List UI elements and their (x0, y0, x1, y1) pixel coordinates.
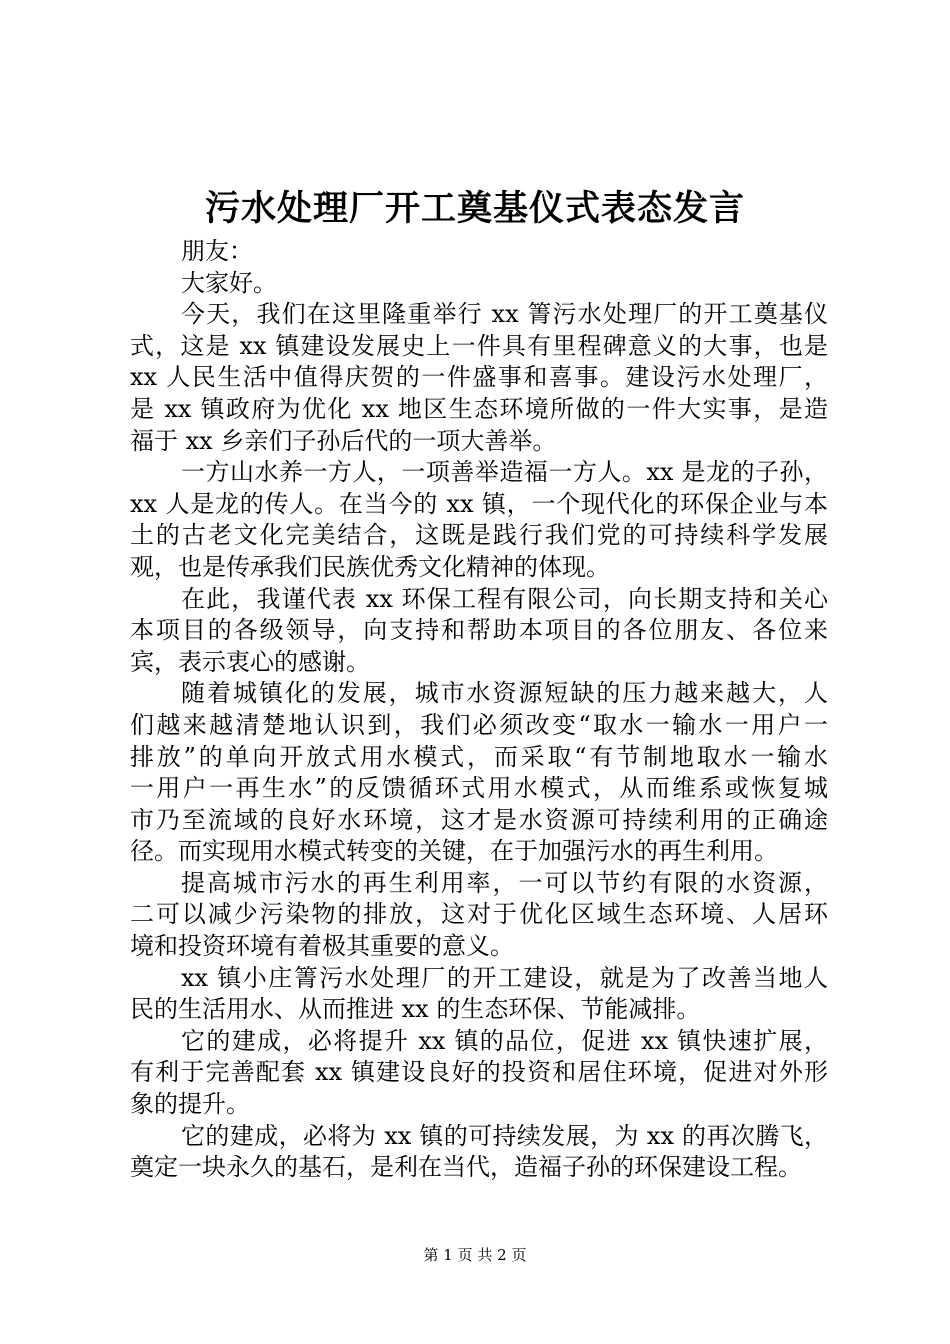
paragraph (130, 868, 828, 963)
paragraph-line: 提高城市污水的再生利用率，一可以节约有限的水资源， (181, 868, 828, 897)
page-footer: 第 1 页 共 2 页 (423, 1246, 527, 1264)
paragraph-line: 宾，表示衷心的感谢。 (130, 647, 370, 676)
paragraph-line: 福于 xx 乡亲们子孙后代的一项大善举。 (130, 426, 557, 455)
paragraph-line: 市乃至流域的良好水环境，这才是水资源可持续利用的正确途 (130, 805, 828, 834)
paragraph-line: 有利于完善配套 xx 镇建设良好的投资和居住环境，促进对外形 (130, 1058, 828, 1087)
paragraph-line: 排放”的单向开放式用水模式，而采取“有节制地取水一输水 (130, 742, 828, 771)
paragraph-line: 们越来越清楚地认识到，我们必须改变“取水一输水一用户一 (130, 710, 828, 739)
paragraph (130, 963, 828, 1026)
paragraph-line: 二可以减少污染物的排放，这对于优化区域生态环境、人居环 (130, 900, 828, 929)
paragraph (130, 1121, 828, 1184)
paragraph-line: 随着城镇化的发展，城市水资源短缺的压力越来越大，人 (181, 679, 828, 708)
paragraph-line: 式，这是 xx 镇建设发展史上一件具有里程碑意义的大事，也是 (130, 331, 828, 360)
paragraph (130, 584, 828, 679)
paragraph-line: 本项目的各级领导，向支持和帮助本项目的各位朋友、各位来 (130, 616, 828, 645)
paragraph-line: 在此，我谨代表 xx 环保工程有限公司，向长期支持和关心 (181, 584, 828, 613)
paragraph-line: 境和投资环境有着极其重要的意义。 (130, 932, 514, 961)
paragraph-line: xx 镇小庄箐污水处理厂的开工建设，就是为了改善当地人 (181, 963, 828, 992)
paragraph-line: 它的建成，必将提升 xx 镇的品位，促进 xx 镇快速扩展， (181, 1026, 828, 1055)
paragraph-line: 它的建成，必将为 xx 镇的可持续发展，为 xx 的再次腾飞， (181, 1121, 828, 1150)
paragraph-line: 奠定一块永久的基石，是利在当代，造福子孙的环保建设工程。 (130, 1153, 802, 1182)
paragraph-line: 土的古老文化完美结合，这既是践行我们党的可持续科学发展 (130, 521, 828, 550)
paragraph-line: 象的提升。 (130, 1090, 250, 1119)
paragraph-line: 大家好。 (181, 268, 277, 297)
document-title: 污水处理厂开工奠基仪式表态发言 (204, 188, 745, 229)
paragraph-line: xx 人民生活中值得庆贺的一件盛事和喜事。建设污水处理厂， (130, 363, 828, 392)
paragraph (130, 1026, 828, 1121)
paragraph-line: 是 xx 镇政府为优化 xx 地区生态环境所做的一件大实事，是造 (130, 394, 828, 423)
paragraph-line: 一用户一再生水”的反馈循环式用水模式，从而维系或恢复城 (130, 774, 828, 803)
paragraph (130, 268, 828, 300)
paragraph-line: 径。而实现用水模式转变的关键，在于加强污水的再生利用。 (130, 837, 778, 866)
paragraph (130, 678, 828, 868)
paragraph (130, 299, 828, 457)
paragraph-line: xx 人是龙的传人。在当今的 xx 镇，一个现代化的环保企业与本 (130, 489, 828, 518)
paragraph (130, 457, 828, 583)
paragraph-line: 朋友： (181, 237, 253, 265)
paragraph-line: 民的生活用水、从而推进 xx 的生态环保、节能减排。 (130, 995, 701, 1024)
paragraph (130, 236, 828, 268)
paragraph-line: 一方山水养一方人，一项善举造福一方人。xx 是龙的子孙， (181, 458, 828, 487)
paragraph-line: 今天，我们在这里隆重举行 xx 箐污水处理厂的开工奠基仪 (181, 300, 828, 329)
paragraph-line: 观，也是传承我们民族优秀文化精神的体现。 (130, 552, 610, 581)
document-body (130, 236, 828, 1184)
